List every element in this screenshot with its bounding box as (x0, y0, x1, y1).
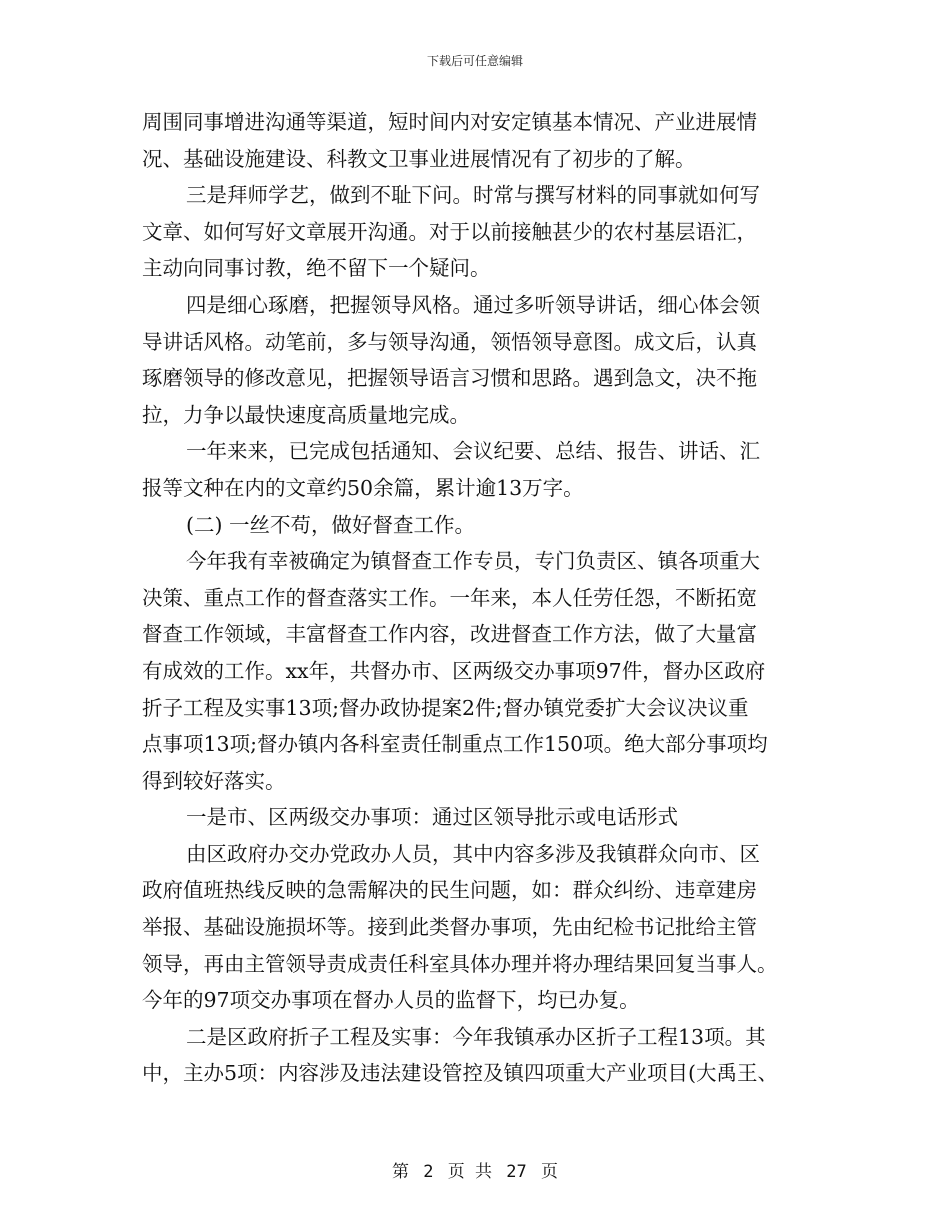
text-line: 报等文种在内的文章约50余篇，累计逾13万字。 (142, 475, 584, 500)
footer-suffix: 页 (540, 1162, 558, 1182)
text-line: (二) 一丝不苟，做好督查工作。 (186, 512, 476, 537)
text-line: 主动向同事讨教，绝不留下一个疑问。 (142, 256, 491, 281)
footer-current-page: 2 (423, 1162, 434, 1182)
text-line: 导讲话风格。动笔前，多与领导沟通，领悟领导意图。成文后，认真 (142, 329, 757, 354)
text-line: 点事项13项;督办镇内各科室责任制重点工作150项。绝大部分事项均 (142, 732, 768, 757)
text-line: 琢磨领导的修改意见，把握领导语言习惯和思路。遇到急文，决不拖 (142, 366, 757, 391)
text-line: 况、基础设施建设、科教文卫事业进展情况有了初步的了解。 (142, 146, 696, 171)
page-header: 下载后可任意编辑 (426, 54, 523, 68)
text-line: 一是市、区两级交办事项：通过区领导批示或电话形式 (186, 805, 678, 830)
text-line: 折子工程及实事13项;督办政协提案2件;督办镇党委扩大会议决议重 (142, 695, 749, 720)
footer-prefix: 第 (392, 1162, 409, 1182)
text-line: 四是细心琢磨，把握领导风格。通过多听领导讲话，细心体会领 (186, 292, 760, 317)
text-line: 决策、重点工作的督查落实工作。一年来，本人任劳任怨，不断拓宽 (142, 585, 757, 610)
text-line: 督查工作领域，丰富督查工作内容，改进督查工作方法，做了大量富 (142, 622, 757, 647)
page-footer (0, 1157, 950, 1182)
footer-middle: 页 共 (447, 1162, 492, 1182)
text-line: 三是拜师学艺，做到不耻下问。时常与撰写材料的同事就如何写 (186, 183, 760, 208)
text-line: 领导，再由主管领导责成责任科室具体办理并将办理结果回复当事人。 (142, 951, 778, 976)
text-line: 周围同事增进沟通等渠道，短时间内对安定镇基本情况、产业进展情 (142, 110, 757, 134)
text-line: 一年来来，已完成包括通知、会议纪要、总结、报告、讲话、汇 (186, 439, 760, 464)
text-line: 今年我有幸被确定为镇督查工作专员，专门负责区、镇各项重大 (186, 549, 760, 574)
text-line: 今年的97项交办事项在督办人员的监督下，均已办复。 (142, 988, 640, 1013)
text-line: 有成效的工作。xx年，共督办市、区两级交办事项97件，督办区政府 (142, 658, 766, 683)
text-line: 举报、基础设施损坏等。接到此类督办事项，先由纪检书记批给主管 (142, 915, 757, 940)
text-line: 拉，力争以最快速度高质量地完成。 (142, 402, 470, 427)
text-line: 得到较好落实。 (142, 768, 286, 793)
text-line: 二是区政府折子工程及实事：今年我镇承办区折子工程13项。其 (186, 1024, 766, 1049)
text-line: 文章、如何写好文章展开沟通。对于以前接触甚少的农村基层语汇， (142, 219, 757, 244)
text-line: 由区政府办交办党政办人员，其中内容多涉及我镇群众向市、区 (186, 841, 760, 866)
text-line: 中，主办5项：内容涉及违法建设管控及镇四项重大产业项目(大禹王、 (142, 1061, 779, 1086)
document-body (142, 104, 822, 1092)
footer-total-pages: 27 (506, 1162, 527, 1182)
text-line: 政府值班热线反映的急需解决的民生问题，如：群众纠纷、违章建房 (142, 878, 757, 903)
